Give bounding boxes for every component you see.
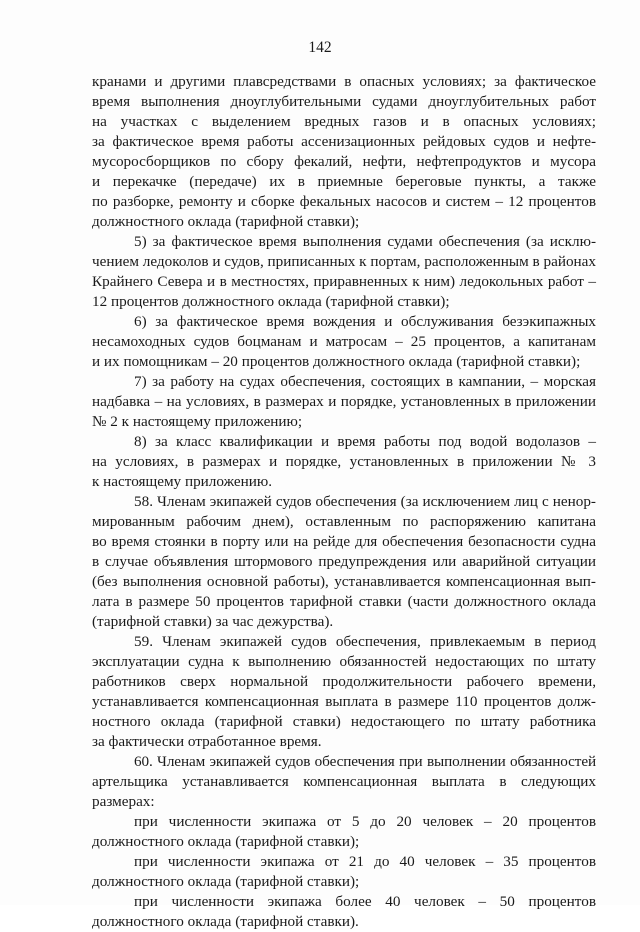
text-line: чением ледоколов и судов, приписанных к портам, расположенным в районах [92,253,597,270]
paragraph-60 [92,752,596,812]
text-line: несамоходных судов боцманам и матросам – 25 процентов, а капитанам [92,333,596,350]
paragraph-item-5 [92,232,596,312]
text-line: должностного оклада (тарифной ставки); [92,213,360,230]
text-line: и перекачке (передаче) их в приемные береговые пункты, а также [92,173,596,190]
text-line: 12 процентов должностного оклада (тарифной ставки); [92,293,450,310]
text-line: устанавливается компенсационная выплата в размере 110 процентов долж- [92,693,596,710]
paragraph-60-item-2 [92,852,596,892]
text-line: на участках с выделением вредных газов и в опасных условиях; [92,113,596,130]
text-line: на условиях, в размерах и порядке, установленных в приложении № 3 [92,453,596,470]
text-line: при численности экипажа более 40 человек – 50 процентов [134,893,596,910]
text-line: 6) за фактическое время вождения и обслуживания безэкипажных [134,313,596,330]
text-line: лата в размере 50 процентов тарифной ставки (части должностного оклада [92,593,596,610]
text-line: надбавка – на условиях, в размерах и порядке, установленных в приложении [92,393,596,410]
text-line: 5) за фактическое время выполнения судами обеспечения (за исклю- [134,233,596,250]
text-line: в случае объявления штормового предупреждения или аварийной ситуации [92,553,596,570]
text-line: (тарифной ставки) за час дежурства). [92,613,334,630]
text-line: 60. Членам экипажей судов обеспечения при выполнении обязанностей [134,753,596,770]
text-line: (без выполнения основной работы), устанавливается компенсационная вып- [92,573,596,590]
paragraph-60-item-1 [92,812,596,852]
paragraph-59 [92,632,596,752]
text-line: время выполнения дноуглубительными судами дноуглубительных работ [92,93,596,110]
paragraph-item-7 [92,372,596,432]
text-line: должностного оклада (тарифной ставки); [92,873,360,890]
paragraph-60-item-3 [92,892,596,932]
paragraph-item-8 [92,432,596,492]
text-line: 7) за работу на судах обеспечения, состоящих в кампании, – морская [134,373,596,390]
text-line: мированным рабочим днем), оставленным по распоряжению капитана [92,513,596,530]
text-line: № 2 к настоящему приложению; [92,413,303,430]
text-line: за фактическое время работы ассенизационных рейдовых судов и нефте- [92,133,596,150]
text-line: должностного оклада (тарифной ставки). [92,913,359,930]
text-line: эксплуатации судна к выполнению обязанностей недостающих по штату [92,653,596,670]
text-line: при численности экипажа от 5 до 20 человек – 20 процентов [134,813,596,830]
text-line: Крайнего Севера и в местностях, приравненных к ним) ледокольных работ – [92,273,596,290]
document-body [92,72,596,932]
page-number: 142 [308,39,332,56]
text-line: кранами и другими плавсредствами в опасных условиях; за фактическое [92,73,596,90]
text-line: во время стоянки в порту или на рейде для обеспечения безопасности судна [92,533,596,550]
text-line: при численности экипажа от 21 до 40 человек – 35 процентов [134,853,596,870]
text-line: 8) за класс квалификации и время работы под водой водолазов – [134,433,596,450]
paragraph-continuation [92,72,596,232]
text-line: должностного оклада (тарифной ставки); [92,833,360,850]
paragraph-58 [92,492,596,632]
text-line: артельщика устанавливается компенсационная выплата в следующих [92,773,596,790]
text-line: мусоросборщиков по сбору фекалий, нефти, нефтепродуктов и мусора [92,153,596,170]
text-line: по разборке, ремонту и сборке фекальных насосов и систем – 12 процентов [92,193,596,210]
text-line: к настоящему приложению. [92,473,273,490]
paragraph-item-6 [92,312,596,372]
text-line: работников сверх нормальной продолжительности рабочего времени, [92,673,596,690]
text-line: 58. Членам экипажей судов обеспечения (за исключением лиц с ненор- [134,493,596,510]
text-line: размерах: [92,793,155,810]
text-line: и их помощникам – 20 процентов должностного оклада (тарифной ставки); [92,353,581,370]
text-line: ностного оклада (тарифной ставки) недостающего по штату работника [92,713,596,730]
text-line: 59. Членам экипажей судов обеспечения, привлекаемым в период [134,633,596,650]
text-line: за фактически отработанное время. [92,733,322,750]
